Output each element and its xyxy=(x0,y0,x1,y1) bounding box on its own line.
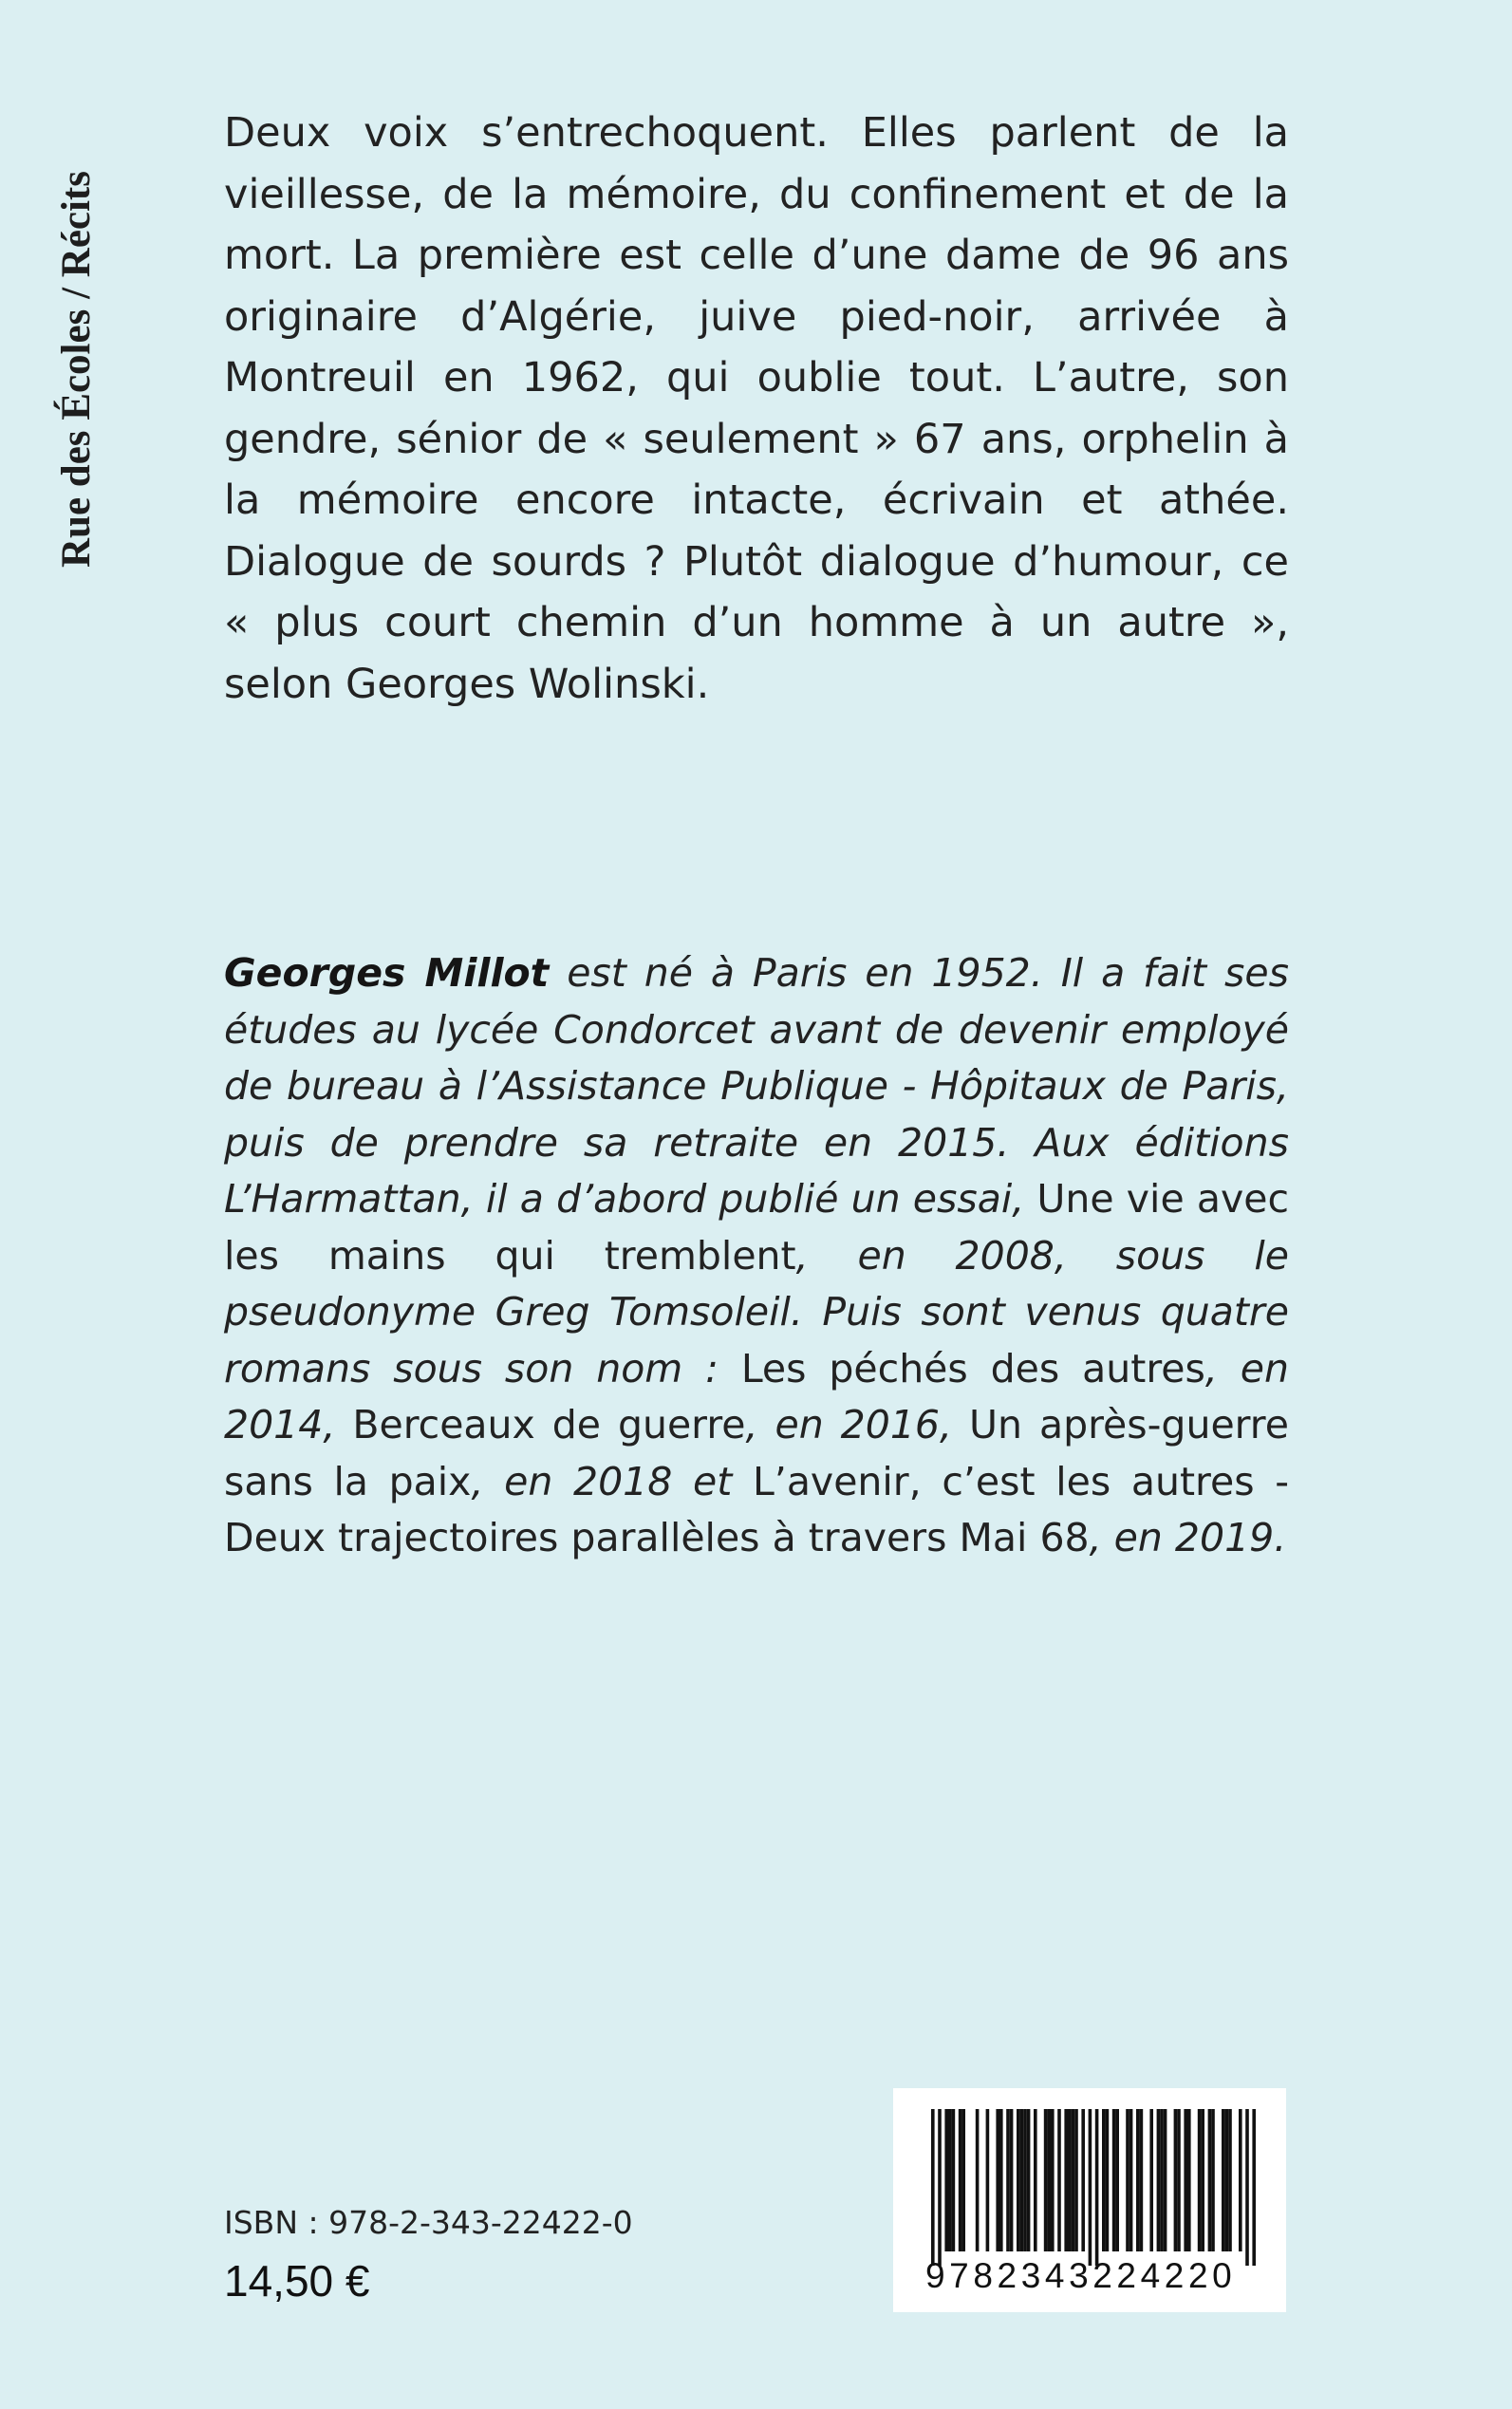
barcode-digits: 9782343224220 xyxy=(925,2256,1237,2295)
barcode-bar xyxy=(1023,2109,1027,2251)
barcode-bar xyxy=(1160,2109,1164,2251)
blurb-paragraph: Deux voix s’entrechoquent. Elles parlent de la vieillesse, de la mémoire, du confinement et de la mort. La première est celle d’une dame de 96 ans originaire d’Algérie, juive pied-noir, arrivée à Montreuil en 1962, qui oublie tout. L’autre, son gendre, sénior de « seulement » 67 ans, orphelin à la mémoire encore intacte, écrivain et athée. Dialogue de sourds ? Plutôt dialogue d’humour, ce « plus court chemin d’un homme à un autre », selon Georges Wolinski. xyxy=(224,109,1289,708)
barcode-bar xyxy=(1081,2109,1085,2251)
bio-text: est né à Paris en 1952. Il a fait ses études au lycée Condorcet avant de devenir employé de bureau à l’Assistance Publique - Hôpitaux de Paris, puis de prendre sa retraite en 2015. Aux éditions L’Harmattan, il a d’abord publié un essai, xyxy=(224,950,1289,1222)
bio-text: , en 2008, sous le pseudonyme Greg Tomsoleil. Puis sont venus quatre romans sous son nom : xyxy=(224,1232,1289,1391)
barcode-bar xyxy=(1068,2109,1072,2251)
barcode-guard-bar xyxy=(1095,2109,1099,2266)
price-label: 14,50 € xyxy=(224,2256,370,2306)
book-title: Une vie avec les mains qui tremblent xyxy=(224,1176,1289,1279)
barcode-guard-bar xyxy=(1089,2109,1092,2266)
barcode-bar xyxy=(1020,2109,1024,2251)
book-title: L’avenir, c’est les autres - Deux trajectoires parallèles à travers Mai 68 xyxy=(224,1458,1290,1560)
barcode-bar xyxy=(1149,2109,1153,2251)
barcode-bar xyxy=(1198,2109,1202,2251)
barcode-bar xyxy=(1129,2109,1133,2251)
barcode-bar xyxy=(952,2109,956,2251)
barcode-bar xyxy=(1064,2109,1068,2251)
barcode-guard-bar xyxy=(1245,2109,1249,2266)
bio-text: , en 2016, xyxy=(745,1402,969,1447)
barcode-bar xyxy=(944,2109,948,2251)
barcode-bar xyxy=(961,2109,965,2251)
barcode-bar xyxy=(948,2109,952,2251)
barcode-bar xyxy=(1239,2109,1242,2251)
barcode-bar xyxy=(1211,2109,1215,2251)
barcode-bar xyxy=(1126,2109,1129,2251)
bio-text: , en 2018 et xyxy=(471,1458,753,1504)
barcode-bar xyxy=(1222,2109,1225,2251)
barcode-bar xyxy=(1201,2109,1204,2251)
barcode-guard-bar xyxy=(931,2109,935,2266)
barcode-bar xyxy=(1157,2109,1161,2251)
barcode-bar xyxy=(1208,2109,1212,2251)
barcode-bar xyxy=(1074,2109,1078,2251)
barcode-bar xyxy=(1051,2109,1055,2251)
barcode-bar xyxy=(1115,2109,1119,2251)
bio-text: , en 2014, xyxy=(224,1345,1289,1447)
author-name: Georges Millot xyxy=(224,950,550,996)
barcode-bar xyxy=(996,2109,999,2251)
barcode-bar xyxy=(1174,2109,1178,2251)
barcode-bar xyxy=(959,2109,962,2251)
barcode-bar xyxy=(986,2109,990,2251)
book-title: Les péchés des autres xyxy=(740,1345,1205,1391)
barcode-bar xyxy=(999,2109,1003,2251)
author-bio xyxy=(224,945,1289,1567)
barcode-bar xyxy=(1057,2109,1061,2251)
barcode-bar xyxy=(976,2109,980,2251)
barcode-bar xyxy=(1027,2109,1031,2251)
barcode-bar xyxy=(1136,2109,1140,2251)
isbn-label: ISBN : 978-2-343-22422-0 xyxy=(224,2204,633,2241)
barcode-bar xyxy=(1102,2109,1106,2251)
barcode-guard-bar xyxy=(1252,2109,1256,2266)
barcode-bar xyxy=(1228,2109,1232,2251)
book-title: Berceaux de guerre xyxy=(352,1402,746,1447)
barcode-bar xyxy=(1044,2109,1048,2251)
barcode-bar xyxy=(1225,2109,1229,2251)
barcode-bar xyxy=(1184,2109,1187,2251)
book-title: Un après-guerre sans la paix xyxy=(224,1402,1289,1504)
barcode-bar xyxy=(1010,2109,1014,2251)
barcode-bar xyxy=(1047,2109,1051,2251)
spine-label: Rue des Écoles / Récits xyxy=(54,171,99,568)
barcode-bar xyxy=(1140,2109,1144,2251)
barcode-bar xyxy=(1177,2109,1181,2251)
barcode-bar xyxy=(1006,2109,1010,2251)
barcode-guard-bar xyxy=(938,2109,942,2266)
barcode-bar xyxy=(1106,2109,1110,2251)
barcode-bar xyxy=(1187,2109,1191,2251)
barcode-bar xyxy=(1072,2109,1075,2251)
barcode-bar xyxy=(1017,2109,1020,2251)
barcode xyxy=(893,2088,1286,2312)
barcode-bar xyxy=(1034,2109,1037,2251)
barcode-bar xyxy=(1112,2109,1116,2251)
barcode-bar xyxy=(1164,2109,1167,2251)
bio-text: , en 2019. xyxy=(1089,1515,1287,1560)
